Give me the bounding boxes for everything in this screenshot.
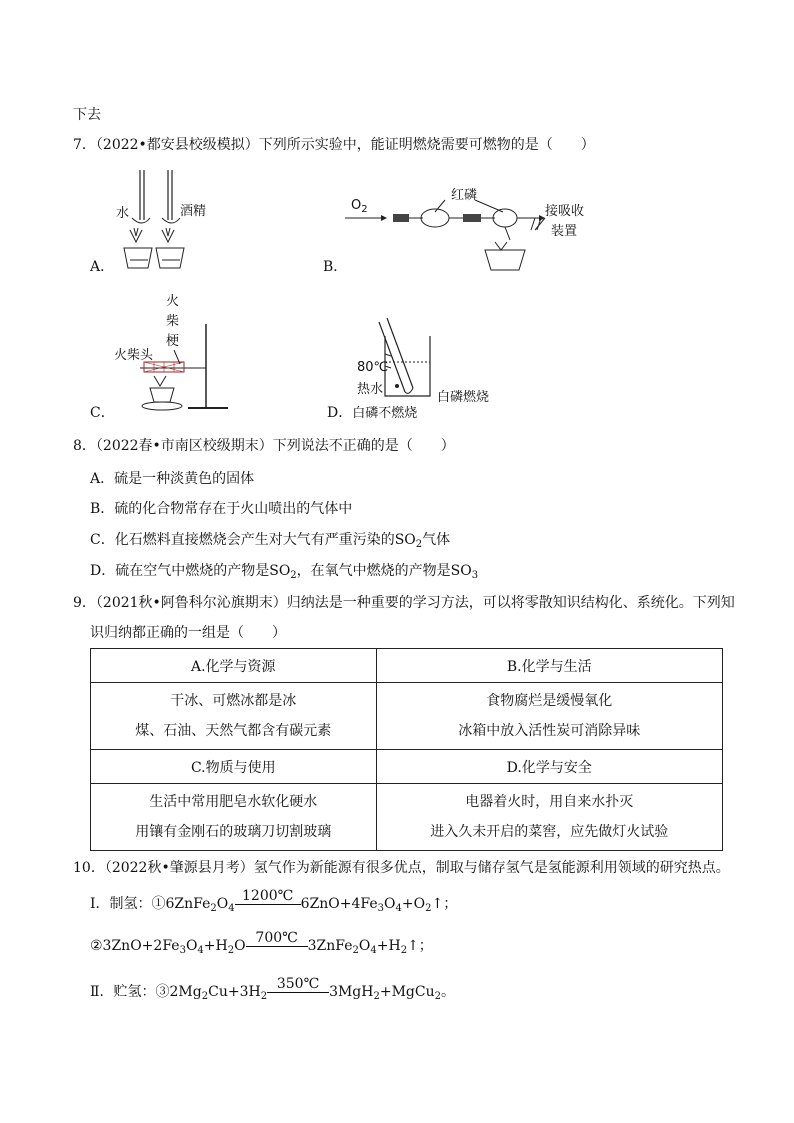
table-cell-c <box>91 784 377 851</box>
eq2-end: ↑； <box>407 938 433 954</box>
eq2-o: O <box>358 938 371 954</box>
q8-d-mid: ，在氧气中燃烧的产物是SO <box>296 563 472 579</box>
cell-c-line2: 用镶有金刚石的玻璃刀切割玻璃 <box>135 824 332 840</box>
eq1-equals-bar <box>235 904 301 905</box>
label-absorb-2: 装置 <box>551 224 578 239</box>
eq1-condition-text: 1200℃ <box>242 888 294 904</box>
equation-2 <box>90 930 433 956</box>
cell-b-line1: 食物腐烂是缓慢氧化 <box>486 693 613 709</box>
eq1-end: ↑； <box>431 896 458 912</box>
knowledge-table <box>90 648 723 851</box>
eq2-sub: 4 <box>197 945 204 956</box>
label-geng: 梗 <box>166 334 180 349</box>
eq1-label: Ⅰ．制氢：①6ZnFe <box>90 896 211 912</box>
q10-stem: 10．（2022秋•肇源县月考）氢气作为新能源有很多优点，制取与储存氢气是氢能源利用领域的研究热点。 <box>73 860 730 876</box>
q8-stem: 8．（2022春•市南区校级期末）下列说法不正确的是（ ） <box>73 438 455 454</box>
label-alcohol: 酒精 <box>180 204 207 219</box>
cell-d-line1: 电器着火时，用自来水扑灭 <box>465 794 634 810</box>
label-hot-water: 热水 <box>357 382 384 397</box>
eq2-sub: 2 <box>352 945 359 956</box>
eq2-equals-bar <box>246 946 308 947</box>
figure-a-drawing <box>100 170 240 280</box>
eq1-condition <box>235 888 301 905</box>
q8-c-sub: 2 <box>415 539 423 550</box>
figure-b-drawing <box>345 180 625 280</box>
eq3-rhs: +MgCu <box>379 984 435 1000</box>
eq1-sub: 2 <box>425 903 432 914</box>
figure-a <box>100 170 240 280</box>
table-header-c: C.物质与使用 <box>91 750 377 784</box>
table-row <box>91 784 723 851</box>
cell-b-line2: 冰箱中放入活性炭可消除异味 <box>458 723 641 739</box>
q8-option-d <box>90 562 478 580</box>
eq3-sub: 2 <box>260 991 268 1002</box>
o2-text: O <box>351 198 362 213</box>
table-row <box>91 683 723 750</box>
table-header-a: A.化学与资源 <box>91 649 377 683</box>
q8-d-sub1: 2 <box>290 570 297 581</box>
q8-d-sub2: 3 <box>471 570 479 581</box>
table-header-b: B.化学与生活 <box>376 649 722 683</box>
o2-sub: 2 <box>361 204 368 215</box>
eq3-end: 。 <box>441 984 455 1000</box>
table-header-d: D.化学与安全 <box>376 750 722 784</box>
eq3-condition <box>267 976 329 993</box>
label-chai: 柴 <box>166 314 180 329</box>
eq2-h: +H <box>203 938 228 954</box>
q7-stem: 7．（2022•都安县校级模拟）下列所示实验中，能证明燃烧需要可燃物的是（ ） <box>73 137 595 153</box>
table-cell-d <box>376 784 722 851</box>
eq3-equals-bar <box>267 992 329 993</box>
table-cell-b <box>376 683 722 750</box>
figure-d <box>355 316 525 406</box>
q8-c-text: C．化石燃料直接燃烧会产生对大气有严重污染的SO <box>90 532 416 548</box>
eq2-sub: 2 <box>400 945 408 956</box>
eq2-o: O <box>185 938 198 954</box>
q7-option-b: B． <box>323 259 348 275</box>
figure-b <box>345 180 625 280</box>
eq1-o: O <box>384 896 396 912</box>
eq2-sub: 2 <box>227 945 235 956</box>
figure-c <box>110 288 230 413</box>
eq3-rhs: 3MgH <box>329 984 374 1000</box>
q9-stem-line2: 识归纳都正确的一组是（ ） <box>90 625 286 641</box>
eq2-lhs: ②3ZnO+2Fe <box>90 938 180 954</box>
label-white-burn: 白磷燃烧 <box>437 390 490 405</box>
label-absorb-1: 接吸收 <box>545 204 585 219</box>
cell-c-line1: 生活中常用肥皂水软化硬水 <box>149 794 318 810</box>
eq1-rhs: +O <box>401 896 426 912</box>
cell-a-line2: 煤、石油、天然气都含有碳元素 <box>135 723 332 739</box>
eq1-sub: 3 <box>377 903 385 914</box>
table-cell-a <box>91 683 377 750</box>
q7-option-d <box>327 404 417 423</box>
eq3-condition-text: 350℃ <box>276 976 320 992</box>
label-o2 <box>351 198 368 213</box>
eq3-sub: 2 <box>201 991 209 1002</box>
equation-3 <box>90 976 455 1002</box>
q7-option-a: A． <box>90 259 115 275</box>
eq2-o: O <box>234 938 246 954</box>
cell-d-line2: 进入久未开启的菜窖，应先做灯火试验 <box>430 824 669 840</box>
label-match-head: 火柴头 <box>114 348 154 363</box>
cell-a-line1: 干冰、可燃冰都是冰 <box>170 693 297 709</box>
q9-stem-line1: 9．（2021秋•阿鲁科尔沁旗期末）归纳法是一种重要的学习方法，可以将零散知识结构化、系统化。下列知 <box>73 595 735 611</box>
label-white-noburn: 白磷不燃烧 <box>352 406 418 421</box>
eq1-o: O <box>216 896 229 912</box>
eq2-condition <box>246 930 308 947</box>
equation-1 <box>90 888 458 914</box>
q7-option-c: C． <box>90 405 115 421</box>
q8-option-a: A．硫是一种淡黄色的固体 <box>90 471 255 487</box>
table-row <box>91 649 723 683</box>
eq3-cu: Cu+3H <box>208 984 261 1000</box>
q8-c-post: 气体 <box>422 532 451 548</box>
eq2-sub: 4 <box>370 945 377 956</box>
eq3-sub: 2 <box>373 991 380 1002</box>
q8-option-b: B．硫的化合物常存在于火山喷出的气体中 <box>90 501 353 517</box>
table-row <box>91 750 723 784</box>
eq1-rhs: 6ZnO+4Fe <box>300 896 378 912</box>
eq3-sub: 2 <box>434 991 441 1002</box>
eq1-sub: 4 <box>395 903 402 914</box>
label-huo: 火 <box>166 294 180 309</box>
label-water: 水 <box>116 206 130 221</box>
eq2-h: +H <box>376 938 401 954</box>
eq1-sub: 2 <box>210 903 217 914</box>
q8-option-c <box>90 531 450 549</box>
label-red-phosphorus: 红磷 <box>451 188 478 203</box>
q7-option-d-letter: D． <box>327 405 353 421</box>
label-temp: 80℃ <box>357 360 389 375</box>
eq2-condition-text: 700℃ <box>255 930 298 946</box>
q8-d-text: D．硫在空气中燃烧的产物是SO <box>90 563 291 579</box>
eq2-sub: 3 <box>179 945 186 956</box>
eq2-rhs: 3ZnFe <box>307 938 353 954</box>
eq3-label: Ⅱ．贮氢：③2Mg <box>90 984 202 1000</box>
continued-text: 下去 <box>73 107 101 123</box>
eq1-sub: 4 <box>228 903 235 914</box>
